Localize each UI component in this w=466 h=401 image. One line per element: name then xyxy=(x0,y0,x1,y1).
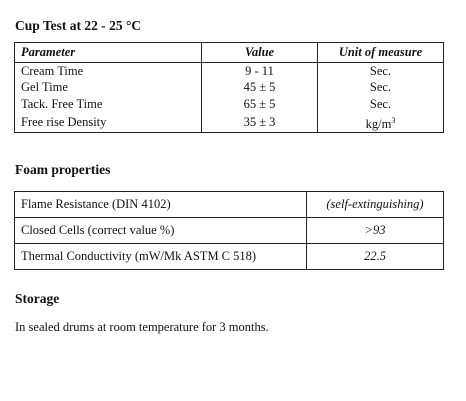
property-cell: Thermal Conductivity (mW/Mk ASTM C 518) xyxy=(21,249,257,263)
value-cell: 65 ± 5 xyxy=(202,96,318,113)
table-row xyxy=(15,63,444,80)
value-cell: 35 ± 3 xyxy=(202,113,318,133)
foam-properties-heading: Foam properties xyxy=(15,162,111,177)
header-value: Value xyxy=(202,43,318,63)
property-value-cell: 22.5 xyxy=(307,244,444,270)
cup-test-table xyxy=(14,42,444,133)
parameter-cell: Cream Time xyxy=(21,63,84,78)
table-row xyxy=(15,218,444,244)
unit-cell: Sec. xyxy=(318,96,444,113)
foam-properties-table xyxy=(14,191,444,270)
table-header-row xyxy=(15,43,444,63)
parameter-cell: Free rise Density xyxy=(21,114,107,129)
property-cell: Flame Resistance (DIN 4102) xyxy=(15,192,307,218)
table-row xyxy=(15,96,444,113)
value-cell: 45 ± 5 xyxy=(202,80,318,97)
unit-text: kg/m xyxy=(365,116,392,131)
property-value-cell: >93 xyxy=(307,218,444,244)
parameter-cell: Gel Time xyxy=(21,80,68,95)
storage-heading: Storage xyxy=(15,291,60,306)
unit-cell xyxy=(318,113,444,133)
property-value-cell: (self-extinguishing) xyxy=(307,192,444,218)
header-unit: Unit of measure xyxy=(318,43,444,63)
header-parameter: Parameter xyxy=(15,43,202,63)
unit-superscript: 3 xyxy=(391,115,396,125)
unit-cell: Sec. xyxy=(318,80,444,97)
table-row xyxy=(15,192,444,218)
cup-test-heading: Cup Test at 22 - 25 °C xyxy=(15,18,142,33)
table-row xyxy=(15,244,444,270)
value-cell: 9 - 11 xyxy=(202,63,318,80)
table-row xyxy=(15,113,444,133)
storage-text: In sealed drums at room temperature for 3 months. xyxy=(15,320,269,334)
parameter-cell: Tack. Free Time xyxy=(21,96,103,111)
table-row xyxy=(15,80,444,97)
property-cell: Closed Cells (correct value %) xyxy=(15,218,307,244)
unit-cell: Sec. xyxy=(318,63,444,80)
